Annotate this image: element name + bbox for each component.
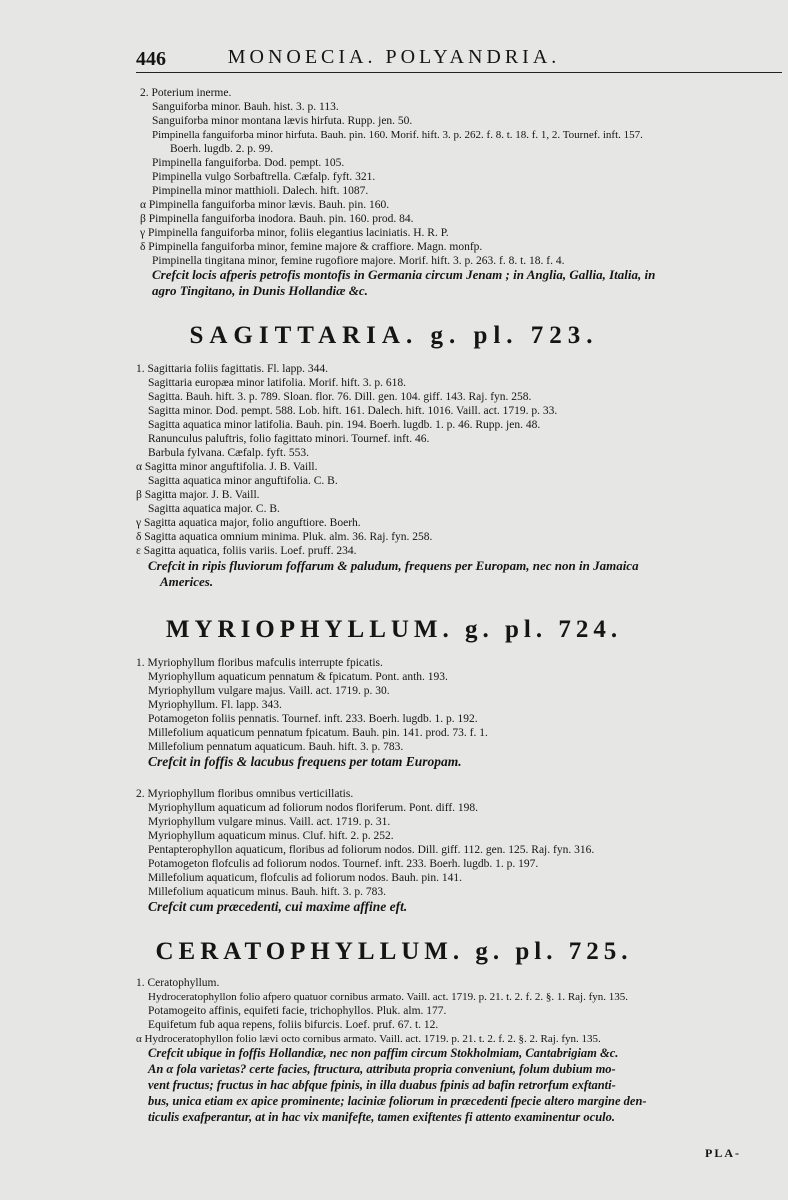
entry-line: 1. Sagittaria foliis fagittatis. Fl. lapp. 344. [136,363,328,375]
entry-line: Barbula fylvana. Cæfalp. fyft. 553. [148,447,309,459]
entry-line: Boerh. lugdb. 2. p. 99. [170,143,274,155]
variety-line: α Pimpinella fanguiforba minor lævis. Bauh. pin. 160. [140,199,390,211]
variety-line: α Hydroceratophyllon folio lævi octo cornibus armato. Vaill. act. 1719. p. 21. t. 2. f. 2. §. 2. Raj. fyn. 135. [136,1033,601,1045]
entry-line: Sagitta. Bauh. hift. 3. p. 789. Sloan. flor. 76. Dill. gen. 104. giff. 143. Raj. fyn. 258. [148,391,532,403]
habitat-line: Crefcit cum præcedenti, cui maxime affine eft. [148,899,408,914]
entry-line: Pimpinella tingitana minor, femine rugofiore majore. Morif. hift. 3. p. 263. f. 8. t. 18. f. 4. [152,255,565,267]
entry-line: Pimpinella minor matthioli. Dalech. hift. 1087. [152,185,369,197]
entry-line: Pentapterophyllon aquaticum, floribus ad foliorum nodos. Dill. giff. 112. gen. 125. Raj. fyn. 316. [148,844,595,856]
entry-line: Sanguiforba minor montana lævis hirfuta. Rupp. jen. 50. [152,115,413,127]
entry-line: Millefolium aquaticum minus. Bauh. hift. 3. p. 783. [148,886,386,898]
genus-heading: CERATOPHYLLUM. g. pl. 725. [155,938,633,965]
genus-heading: SAGITTARIA. g. pl. 723. [189,322,599,349]
entry-line: 2. Myriophyllum floribus omnibus verticillatis. [136,788,354,800]
entry-line: 1. Myriophyllum floribus mafculis interrupte fpicatis. [136,657,383,669]
habitat-line: Crefcit ubique in foffis Hollandiæ, nec non paffim circum Stokholmiam, Cantabrigiam &c. [148,1046,619,1060]
entry-line: Sagitta aquatica minor latifolia. Bauh. pin. 194. Boerh. lugdb. 1. p. 46. Rupp. jen. 48. [148,419,541,431]
variety-line: δ Sagitta aquatica omnium minima. Pluk. alm. 36. Raj. fyn. 258. [136,531,433,543]
entry-line: Hydroceratophyllon folio afpero quatuor cornibus armato. Vaill. act. 1719. p. 21. t. 2. f. 2. §. 1. Raj. fyn. 135. [148,991,629,1003]
variety-line: γ Sagitta aquatica major, folio anguftiore. Boerh. [136,517,361,529]
note-line: bus, unica etiam ex apice prominente; laciniæ foliorum in præcedenti fpecie altero margine den- [148,1094,647,1108]
entry-line: Millefolium aquaticum pennatum fpicatum. Bauh. pin. 141. prod. 73. f. 1. [148,727,488,739]
variety-line: α Sagitta minor anguftifolia. J. B. Vaill. [136,461,318,473]
entry-line: Potamogeton foliis pennatis. Tournef. inft. 233. Boerh. lugdb. 1. p. 192. [148,713,478,725]
note-line: vent fructus; fructus in hac abfque fpinis, in illa duabus fpinis ad bafin retrorfum exftanti- [148,1078,616,1092]
entry-line: Ranunculus paluftris, folio fagittato minori. Tournef. inft. 46. [148,433,430,445]
variety-line: δ Pimpinella fanguiforba minor, femine majore & craffiore. Magn. monfp. [140,241,483,253]
entry-line: Millefolium pennatum aquaticum. Bauh. hift. 3. p. 783. [148,741,404,753]
page-header [0,44,788,74]
entry-line: Myriophyllum aquaticum ad foliorum nodos floriferum. Pont. diff. 198. [148,802,479,814]
header-rule [136,72,782,73]
entry-line: Potamogeito affinis, equifeti facie, trichophyllos. Pluk. alm. 177. [148,1005,447,1017]
entry-line: Millefolium aquaticum, flofculis ad foliorum nodos. Bauh. pin. 141. [148,872,462,884]
entry-line: Myriophyllum vulgare majus. Vaill. act. 1719. p. 30. [148,685,390,697]
entry-line: Myriophyllum vulgare minus. Vaill. act. 1719. p. 31. [148,816,391,828]
variety-line: β Sagitta major. J. B. Vaill. [136,489,260,501]
habitat-line: Crefcit in foffis & lacubus frequens per totam Europam. [148,754,462,769]
entry-line: Myriophyllum. Fl. lapp. 343. [148,699,282,711]
running-title: MONOECIA. POLYANDRIA. [227,46,561,68]
entry-line: Potamogeton flofculis ad foliorum nodos. Tournef. inft. 233. Boerh. lugdb. 1. p. 197. [148,858,539,870]
habitat-line: agro Tingitano, in Dunis Hollandiæ &c. [152,283,368,298]
variety-line: ε Sagitta aquatica, foliis variis. Loef. pruff. 234. [136,545,357,557]
entry-line: Pimpinella vulgo Sorbaftrella. Cæfalp. fyft. 321. [152,171,376,183]
habitat-line: Crefcit locis afperis petrofis montofis in Germania circum Jenam ; in Anglia, Gallia, Italia, in [152,267,656,282]
variety-line: β Pimpinella fanguiforba inodora. Bauh. pin. 160. prod. 84. [140,213,414,225]
entry-line: Sanguiforba minor. Bauh. hist. 3. p. 113. [152,101,339,113]
habitat-line: Crefcit in ripis fluviorum foffarum & paludum, frequens per Europam, nec non in Jamaica [148,558,639,573]
entry-line: Myriophyllum aquaticum minus. Cluf. hift. 2. p. 252. [148,830,394,842]
catchword: PLA- [705,1146,741,1160]
genus-heading: MYRIOPHYLLUM. g. pl. 724. [165,616,623,643]
entry-line: 1. Ceratophyllum. [136,977,220,989]
page-number: 446 [136,48,166,70]
entry-line: Myriophyllum aquaticum pennatum & fpicatum. Pont. anth. 193. [148,671,448,683]
entry-line: Equifetum fub aqua repens, foliis bifurcis. Loef. pruf. 67. t. 12. [148,1019,439,1031]
note-line: An α fola varietas? certe facies, ftructura, attributa propria conveniunt, folum dubium mo- [148,1062,616,1076]
entry-line: Sagittaria europæa minor latifolia. Morif. hift. 3. p. 618. [148,377,407,389]
entry-line: Sagitta aquatica minor anguftifolia. C. B. [148,475,338,487]
entry-line: Sagitta minor. Dod. pempt. 588. Lob. hift. 161. Dalech. hift. 1016. Vaill. act. 1719. p. 33. [148,405,558,417]
entry-line: 2. Poterium inerme. [140,87,232,99]
entry-line: Pimpinella fanguiforba. Dod. pempt. 105. [152,157,345,169]
entry-line: Pimpinella fanguiforba minor hirfuta. Bauh. pin. 160. Morif. hift. 3. p. 262. f. 8. t. 18. f. 1, 2. Tournef. inft. 157. [152,129,643,141]
note-line: ticulis exafperantur, at in hac vix manifefte, tamen exiftentes fi attento examinentur oculo. [148,1110,616,1124]
variety-line: γ Pimpinella fanguiforba minor, foliis elegantius laciniatis. H. R. P. [140,227,449,239]
habitat-line: Americes. [160,574,214,589]
entry-line: Sagitta aquatica major. C. B. [148,503,280,515]
